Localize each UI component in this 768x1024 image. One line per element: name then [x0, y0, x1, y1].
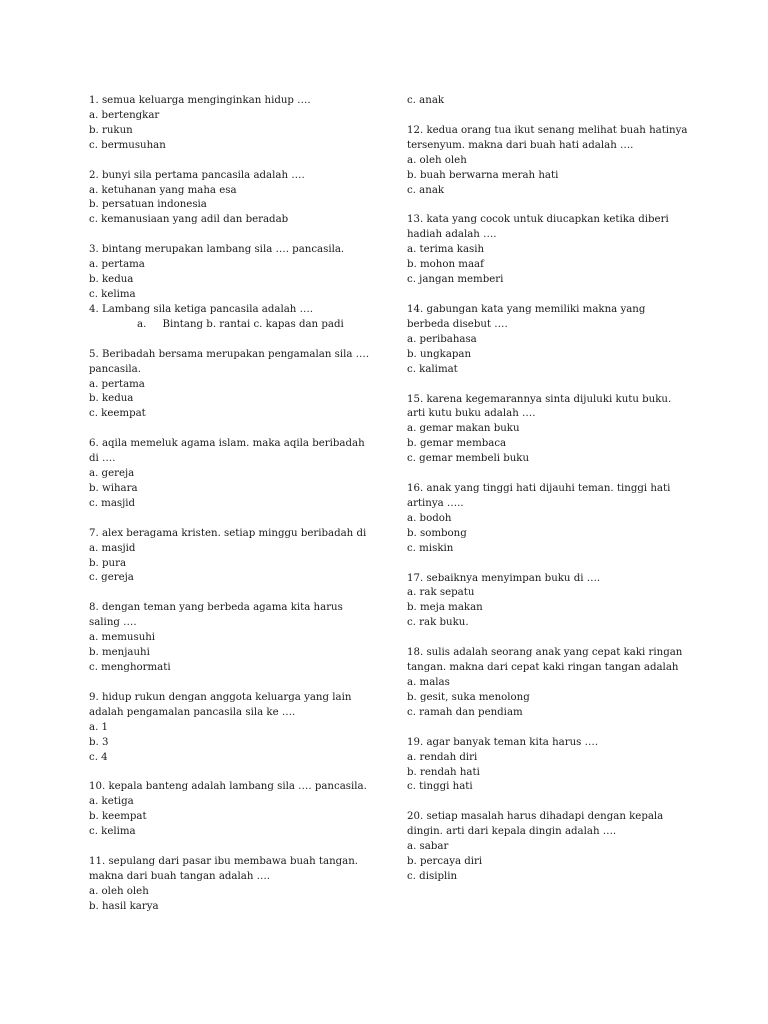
answer-option: a. rak sepatu: [407, 587, 475, 599]
question-text: 12. kedua orang tua ikut senang melihat buah hatinya: [407, 124, 688, 136]
question-text: artinya …..: [407, 497, 464, 509]
answer-option: c. kelima: [89, 826, 136, 838]
answer-option: c. menghormati: [89, 662, 171, 673]
answer-option: b. mohon maaf: [407, 259, 484, 271]
answer-option: a. bertengkar: [89, 109, 160, 121]
answer-option: a. ketiga: [89, 796, 134, 808]
answer-option: b. keempat: [89, 811, 147, 823]
question-text: pancasila.: [89, 363, 141, 375]
answer-option: a. memusuhi: [89, 632, 156, 644]
answer-option: c. gereja: [89, 572, 134, 584]
question-text: 17. sebaiknya menyimpan buku di ….: [407, 572, 601, 584]
answer-option: c. ramah dan pendiam: [407, 706, 523, 718]
answer-option: b. gemar membaca: [407, 438, 507, 450]
question-text: arti kutu buku adalah ….: [407, 408, 536, 420]
question-text: di ….: [89, 453, 116, 465]
question-block: [407, 736, 697, 796]
answer-option: b. pura: [89, 557, 127, 569]
question-text: 2. bunyi sila pertama pancasila adalah ….: [89, 169, 305, 181]
answer-option: a. gereja: [89, 468, 135, 480]
question-block: [89, 527, 379, 587]
answer-option: c. kalimat: [407, 363, 458, 375]
answer-option: a. pertama: [89, 378, 145, 390]
left-column: [89, 94, 379, 930]
answer-option: c. disiplin: [407, 870, 458, 882]
answer-option: c. anak: [407, 95, 445, 106]
question-text: 14. gabungan kata yang memiliki makna yang: [407, 303, 646, 315]
answer-option: b. ungkapan: [407, 348, 472, 360]
question-text: 7. alex beragama kristen. setiap minggu beribadah di: [89, 527, 367, 539]
question-text: dingin. arti dari kepala dingin adalah ….: [407, 826, 617, 838]
question-block: [89, 348, 379, 423]
answer-option: b. hasil karya: [89, 900, 159, 912]
question-text: 13. kata yang cocok untuk diucapkan ketika diberi: [407, 214, 669, 226]
question-block: [89, 601, 379, 676]
question-text: tangan. makna dari cepat kaki ringan tangan adalah: [407, 662, 679, 674]
question-block: [89, 437, 379, 512]
question-block: [407, 303, 697, 378]
answer-option: c. 4: [89, 751, 108, 763]
answer-option: b. percaya diri: [407, 856, 483, 868]
answer-option: c. rak buku.: [407, 617, 469, 629]
question-block: [407, 213, 697, 288]
answer-option: b. gesit, suka menolong: [407, 691, 530, 703]
question-block: [407, 572, 697, 632]
answer-option: a. Bintang b. rantai c. kapas dan padi: [137, 318, 344, 330]
question-block: [89, 243, 379, 303]
question-text: 18. sulis adalah seorang anak yang cepat kaki ringan: [407, 647, 683, 659]
answer-option: b. rendah hati: [407, 766, 480, 778]
question-block: [89, 855, 379, 915]
answer-option: b. rukun: [89, 124, 133, 136]
question-block: [89, 691, 379, 766]
answer-option: a. gemar makan buku: [407, 423, 520, 435]
answer-option: c. tinggi hati: [407, 781, 473, 793]
question-block: [407, 482, 697, 557]
answer-option: c. kelima: [89, 288, 136, 300]
answer-option: a. bodoh: [407, 512, 452, 524]
answer-option: b. wihara: [89, 482, 138, 494]
question-block: [89, 169, 379, 229]
answer-option: c. miskin: [407, 542, 454, 554]
question-text: makna dari buah tangan adalah ….: [89, 870, 271, 882]
question-text: 8. dengan teman yang berbeda agama kita harus: [89, 602, 343, 614]
answer-option: b. sombong: [407, 527, 467, 539]
answer-option: c. keempat: [89, 408, 146, 420]
answer-option: c. kemanusiaan yang adil dan beradab: [89, 214, 289, 226]
question-block: [89, 780, 379, 840]
question-text: 20. setiap masalah harus dihadapi dengan kepala: [407, 811, 664, 823]
answer-option: b. meja makan: [407, 602, 483, 614]
answer-option: c. anak: [407, 184, 445, 196]
answer-option: a. sabar: [407, 841, 449, 853]
answer-option: a. 1: [89, 721, 109, 733]
right-column: [407, 94, 697, 900]
question-text: 16. anak yang tinggi hati dijauhi teman. tinggi hati: [407, 483, 671, 495]
question-text: 6. aqila memeluk agama islam. maka aqila beribadah: [89, 438, 365, 450]
question-text: tersenyum. makna dari buah hati adalah ….: [407, 139, 634, 151]
question-block: [407, 124, 697, 199]
question-text: 15. karena kegemarannya sinta dijuluki kutu buku.: [407, 393, 672, 405]
answer-option: c. gemar membeli buku: [407, 453, 530, 465]
answer-option: a. masjid: [89, 542, 136, 554]
answer-option: c. masjid: [89, 497, 136, 509]
answer-option: a. ketuhanan yang maha esa: [89, 184, 237, 196]
question-block: [407, 94, 697, 109]
question-block: [407, 646, 697, 721]
answer-option: b. 3: [89, 736, 109, 748]
question-text: 19. agar banyak teman kita harus ….: [407, 736, 599, 748]
answer-option: a. pertama: [89, 259, 145, 271]
answer-option: a. oleh oleh: [407, 154, 467, 166]
answer-option: b. kedua: [89, 393, 134, 405]
question-text: hadiah adalah ….: [407, 229, 497, 241]
answer-option: b. buah berwarna merah hati: [407, 169, 559, 181]
question-text: 4. Lambang sila ketiga pancasila adalah ….: [89, 303, 314, 315]
question-text: berbeda disebut ….: [407, 318, 508, 330]
question-text: saling ….: [89, 617, 137, 629]
answer-option: a. rendah diri: [407, 751, 478, 763]
question-block: [407, 810, 697, 885]
question-block: [89, 94, 379, 154]
answer-option: b. kedua: [89, 274, 134, 286]
answer-option: c. jangan memberi: [407, 274, 504, 286]
question-text: 9. hidup rukun dengan anggota keluarga yang lain: [89, 691, 352, 703]
answer-option: b. persatuan indonesia: [89, 199, 207, 211]
question-text: 5. Beribadah bersama merupakan pengamalan sila ….: [89, 348, 370, 360]
question-text: adalah pengamalan pancasila sila ke ….: [89, 706, 296, 718]
question-text: 3. bintang merupakan lambang sila …. pancasila.: [89, 244, 345, 256]
answer-option: a. oleh oleh: [89, 885, 149, 897]
question-text: 1. semua keluarga menginginkan hidup ….: [89, 95, 311, 106]
question-block: [89, 303, 379, 333]
question-text: 10. kepala banteng adalah lambang sila …. pancasila.: [89, 781, 367, 793]
answer-option: a. peribahasa: [407, 333, 477, 345]
answer-option: a. terima kasih: [407, 244, 485, 256]
answer-option: c. bermusuhan: [89, 139, 166, 151]
answer-option: b. menjauhi: [89, 647, 150, 659]
question-text: 11. sepulang dari pasar ibu membawa buah tangan.: [89, 856, 359, 868]
question-block: [407, 393, 697, 468]
answer-option: a. malas: [407, 677, 450, 688]
